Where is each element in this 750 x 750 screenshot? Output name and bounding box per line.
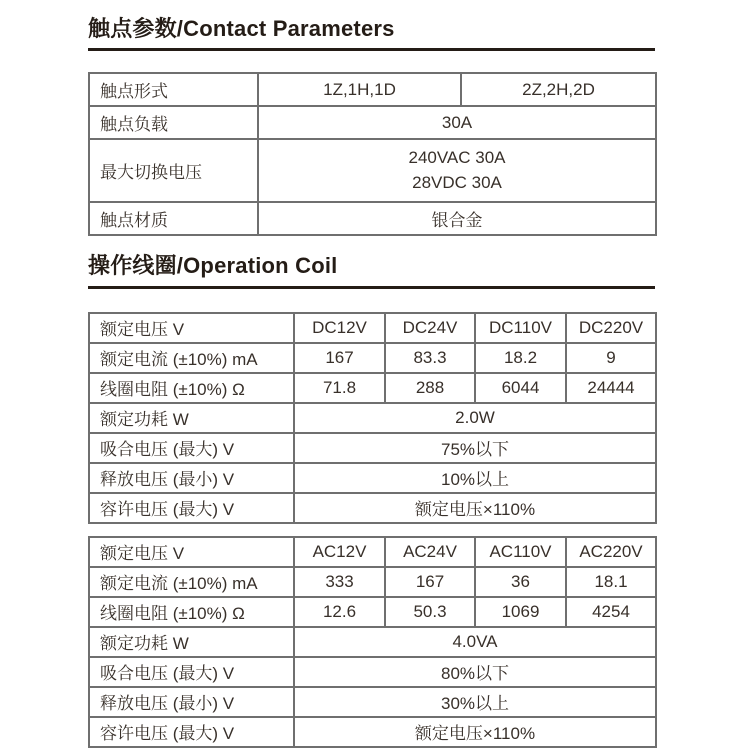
operation-coil-dc-table [88, 312, 657, 524]
table-row-ac-pickup-voltage [89, 657, 656, 687]
table-row-max-switch-voltage [89, 139, 656, 202]
row-label: 最大切换电压 [89, 139, 258, 202]
table-row-dc-rated-voltage [89, 313, 656, 343]
table-row-dc-rated-current [89, 343, 656, 373]
row-label: 额定电流 (±10%) mA [89, 567, 294, 597]
operation-coil-title: 操作线圈/Operation Coil [88, 253, 655, 288]
cell-value: 10%以上 [294, 463, 656, 493]
table-row-ac-allowable-voltage [89, 717, 656, 747]
table-row-ac-coil-resistance [89, 597, 656, 627]
row-label: 额定电压 V [89, 537, 294, 567]
cell-value: 额定电压×110% [294, 717, 656, 747]
cell-value: 4.0VA [294, 627, 656, 657]
cell-value: 4254 [566, 597, 656, 627]
row-label: 容许电压 (最大) V [89, 717, 294, 747]
table-row-ac-release-voltage [89, 687, 656, 717]
table-row-dc-rated-power [89, 403, 656, 433]
table-row-dc-release-voltage [89, 463, 656, 493]
cell-value: 167 [385, 567, 475, 597]
row-label: 额定功耗 W [89, 627, 294, 657]
datasheet-page [88, 0, 655, 748]
row-label: 吸合电压 (最大) V [89, 657, 294, 687]
row-label: 触点材质 [89, 202, 258, 235]
value-line-1: 240VAC 30A [408, 148, 506, 168]
cell-value: AC24V [385, 537, 475, 567]
cell-value: 83.3 [385, 343, 475, 373]
cell-value: 18.1 [566, 567, 656, 597]
cell-value: 6044 [475, 373, 566, 403]
row-label: 释放电压 (最小) V [89, 463, 294, 493]
cell-value: 167 [294, 343, 385, 373]
row-label: 吸合电压 (最大) V [89, 433, 294, 463]
cell-value: DC110V [475, 313, 566, 343]
cell-value: 80%以下 [294, 657, 656, 687]
row-label: 容许电压 (最大) V [89, 493, 294, 523]
cell-value: AC12V [294, 537, 385, 567]
table-row-contact-form [89, 73, 656, 106]
row-label: 触点形式 [89, 73, 258, 106]
row-label: 额定电压 V [89, 313, 294, 343]
cell-value: 9 [566, 343, 656, 373]
cell-value: DC24V [385, 313, 475, 343]
table-row-contact-load [89, 106, 656, 139]
cell-value: 2.0W [294, 403, 656, 433]
table-row-dc-coil-resistance [89, 373, 656, 403]
table-row-ac-rated-power [89, 627, 656, 657]
cell-value: DC220V [566, 313, 656, 343]
table-row-dc-pickup-voltage [89, 433, 656, 463]
cell-value: 75%以下 [294, 433, 656, 463]
cell-value: 额定电压×110% [294, 493, 656, 523]
cell-value: 18.2 [475, 343, 566, 373]
cell-value: 71.8 [294, 373, 385, 403]
cell-value: 24444 [566, 373, 656, 403]
cell-value: DC12V [294, 313, 385, 343]
cell-value: 1069 [475, 597, 566, 627]
cell-value [258, 139, 656, 202]
value-line-2: 28VDC 30A [412, 172, 502, 192]
table-row-dc-allowable-voltage [89, 493, 656, 523]
row-label: 线圈电阻 (±10%) Ω [89, 597, 294, 627]
table-row-contact-material [89, 202, 656, 235]
row-label: 线圈电阻 (±10%) Ω [89, 373, 294, 403]
contact-parameters-table [88, 72, 657, 236]
cell-value: 36 [475, 567, 566, 597]
cell-value: 30A [258, 106, 656, 139]
row-label: 释放电压 (最小) V [89, 687, 294, 717]
operation-coil-ac-table [88, 536, 657, 748]
cell-value: 1Z,1H,1D [258, 73, 461, 106]
cell-value: 50.3 [385, 597, 475, 627]
cell-value: AC110V [475, 537, 566, 567]
cell-value: 2Z,2H,2D [461, 73, 656, 106]
row-label: 额定电流 (±10%) mA [89, 343, 294, 373]
contact-parameters-title: 触点参数/Contact Parameters [88, 16, 655, 51]
row-label: 触点负载 [89, 106, 258, 139]
cell-value: 333 [294, 567, 385, 597]
cell-value: 30%以上 [294, 687, 656, 717]
cell-value: AC220V [566, 537, 656, 567]
row-label: 额定功耗 W [89, 403, 294, 433]
table-row-ac-rated-voltage [89, 537, 656, 567]
cell-value: 12.6 [294, 597, 385, 627]
table-row-ac-rated-current [89, 567, 656, 597]
cell-value: 288 [385, 373, 475, 403]
cell-value: 银合金 [258, 202, 656, 235]
